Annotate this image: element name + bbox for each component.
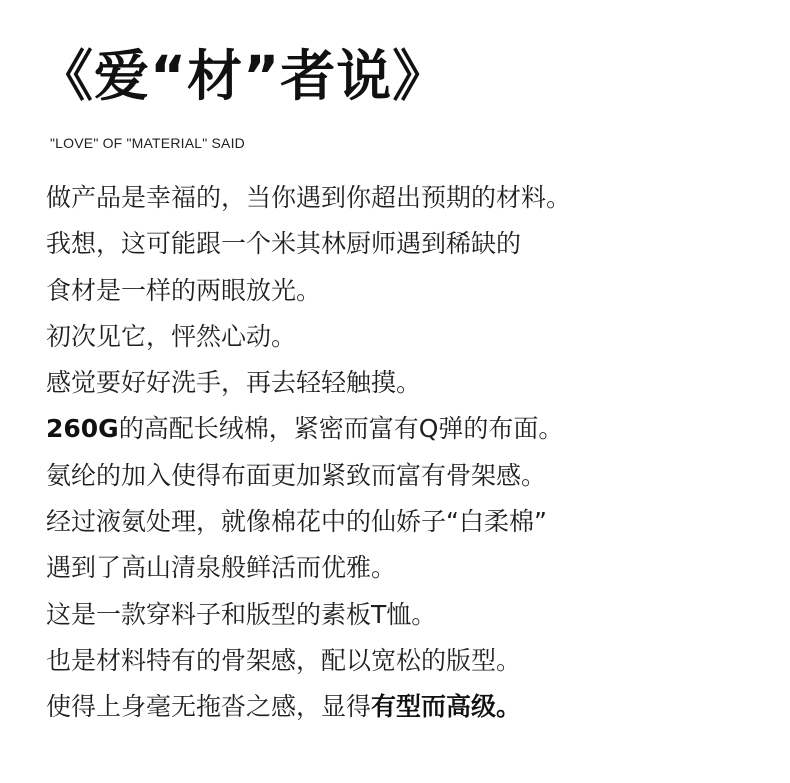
text-line: [46, 406, 571, 452]
highlight-text: 260G: [46, 414, 119, 444]
text-line: [46, 684, 571, 730]
text-segment: 的高配长绒棉，紧密而富有Q弹的布面。: [118, 414, 564, 444]
text-line: 食材是一样的两眼放光。: [46, 275, 322, 305]
page-title: 《爱“材”者说》: [38, 44, 449, 108]
text-line: 遇到了高山清泉般鲜活而优雅。: [46, 553, 397, 583]
text-line: 我想，这可能跟一个米其林厨师遇到稀缺的: [46, 229, 522, 259]
text-line: 感觉要好好洗手，再去轻轻触摸。: [46, 368, 422, 398]
text-segment: 使得上身毫无拖沓之感，显得: [46, 692, 372, 722]
text-line: 氨纶的加入使得布面更加紧致而富有骨架感。: [46, 460, 547, 490]
body-text: [46, 175, 571, 731]
text-line: 做产品是幸福的，当你遇到你超出预期的材料。: [46, 183, 572, 212]
text-line: 经过液氨处理，就像棉花中的仙娇子“白柔棉”: [46, 507, 547, 537]
highlight-text: 有型而高级。: [371, 692, 522, 722]
text-line: 初次见它，怦然心动。: [46, 321, 297, 351]
text-line: 这是一款穿料子和版型的素板T恤。: [46, 599, 437, 629]
page-subtitle: "LOVE" OF "MATERIAL" SAID: [50, 135, 245, 151]
text-line: 也是材料特有的骨架感，配以宽松的版型。: [46, 645, 522, 675]
